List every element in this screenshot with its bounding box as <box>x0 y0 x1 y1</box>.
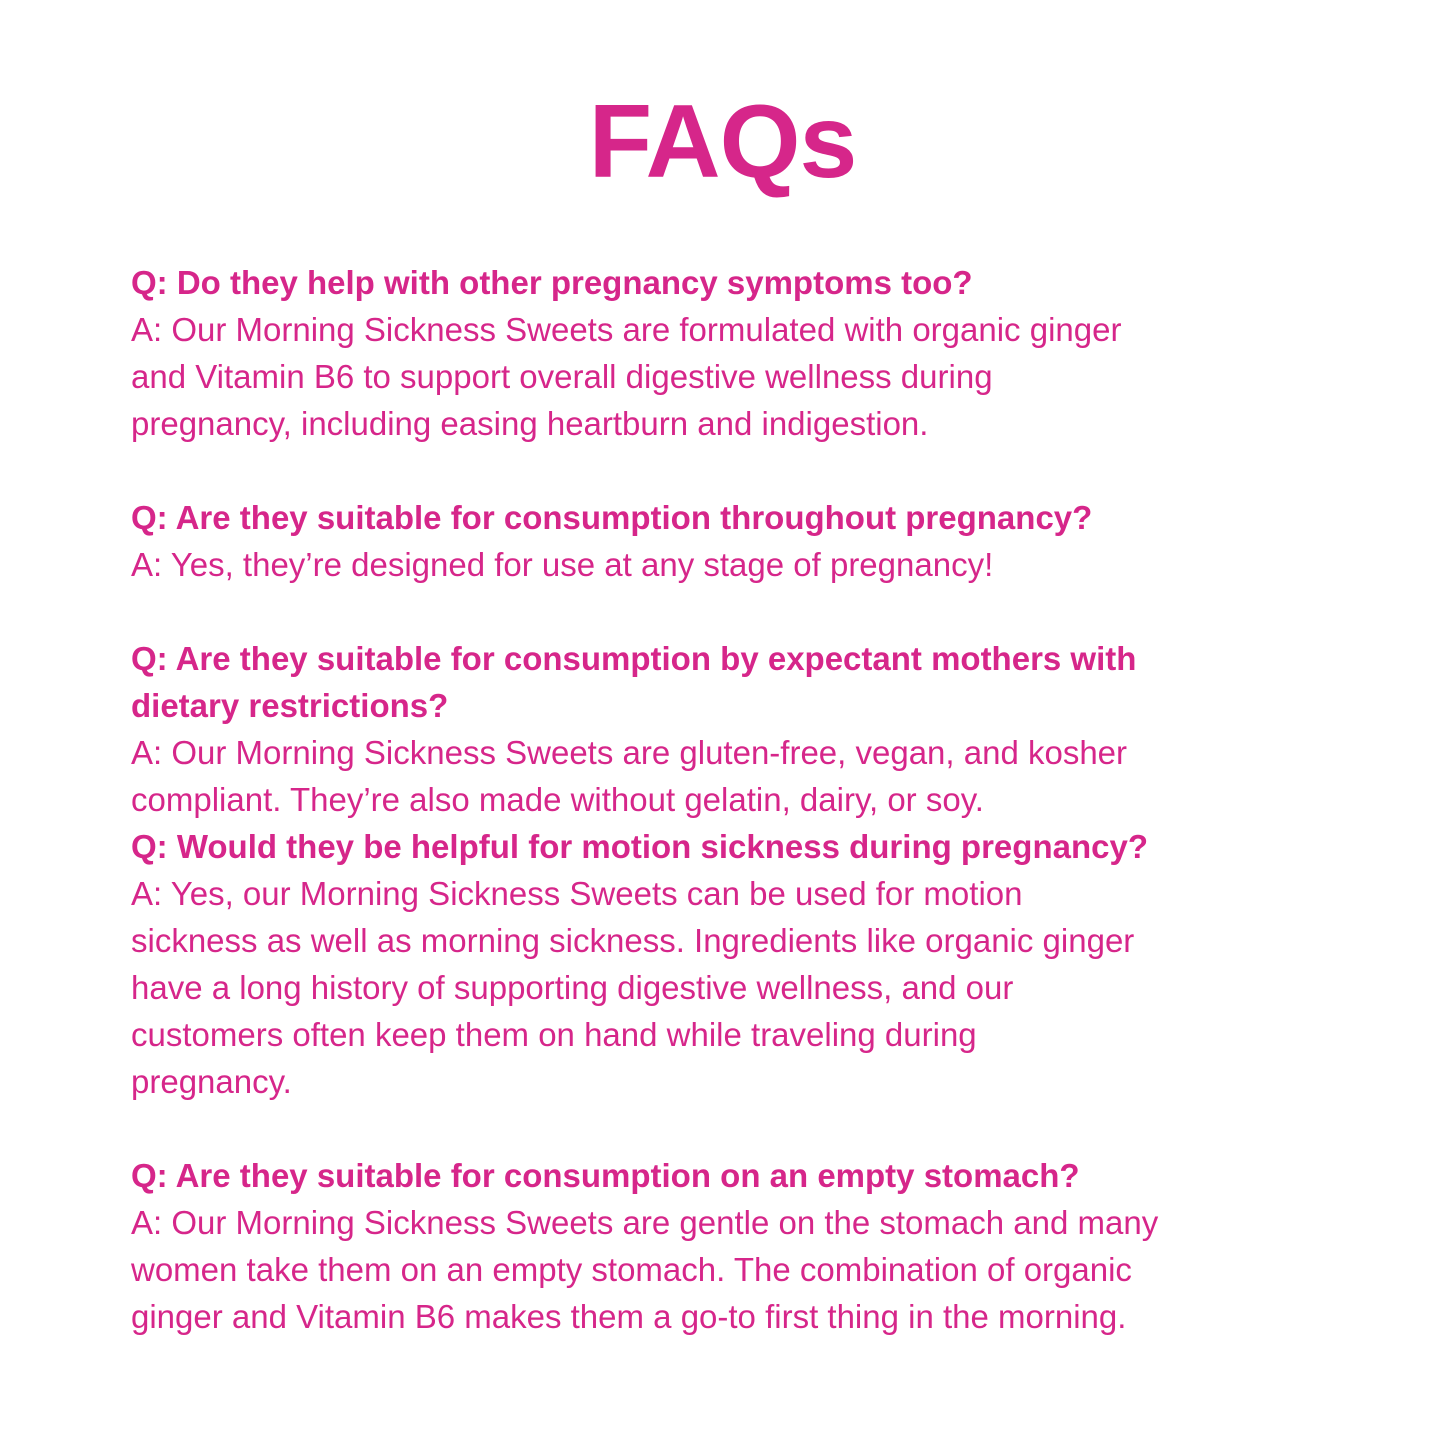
faq-spacer <box>131 447 1351 494</box>
faq-item <box>131 259 1351 494</box>
faq-answer: A: Our Morning Sickness Sweets are formulated with organic ginger <box>131 311 1122 348</box>
faq-answer: A: Yes, our Morning Sickness Sweets can be used for motion <box>131 875 1023 912</box>
faq-answer: A: Yes, they’re designed for use at any stage of pregnancy! <box>131 546 994 583</box>
faq-question: Q: Would they be helpful for motion sickness during pregnancy? <box>131 828 1148 865</box>
page-title: FAQs <box>588 84 857 200</box>
faq-item <box>131 1152 1351 1340</box>
faq-item <box>131 823 1351 1152</box>
faq-answer: and Vitamin B6 to support overall digestive wellness during <box>131 358 993 395</box>
faq-question: dietary restrictions? <box>131 687 449 724</box>
faq-spacer <box>131 588 1351 635</box>
faq-answer: customers often keep them on hand while traveling during <box>131 1016 977 1053</box>
faq-answer: A: Our Morning Sickness Sweets are gluten-free, vegan, and kosher <box>131 734 1128 771</box>
faq-answer: compliant. They’re also made without gelatin, dairy, or soy. <box>131 781 984 818</box>
faq-answer: A: Our Morning Sickness Sweets are gentle on the stomach and many <box>131 1204 1159 1241</box>
faq-answer: pregnancy. <box>131 1063 292 1100</box>
faq-item <box>131 494 1351 635</box>
faq-question: Q: Are they suitable for consumption throughout pregnancy? <box>131 499 1093 536</box>
faq-item <box>131 635 1351 823</box>
faq-answer: sickness as well as morning sickness. Ingredients like organic ginger <box>131 922 1135 959</box>
faq-question: Q: Do they help with other pregnancy symptoms too? <box>131 264 973 301</box>
faq-answer: pregnancy, including easing heartburn and indigestion. <box>131 405 929 442</box>
faq-question: Q: Are they suitable for consumption by expectant mothers with <box>131 640 1137 677</box>
faq-answer: women take them on an empty stomach. The combination of organic <box>131 1251 1132 1288</box>
faq-answer: ginger and Vitamin B6 makes them a go-to first thing in the morning. <box>131 1298 1127 1335</box>
faq-list <box>131 259 1351 1340</box>
faq-answer: have a long history of supporting digestive wellness, and our <box>131 969 1014 1006</box>
faq-spacer <box>131 1105 1351 1152</box>
faq-question: Q: Are they suitable for consumption on an empty stomach? <box>131 1157 1080 1194</box>
